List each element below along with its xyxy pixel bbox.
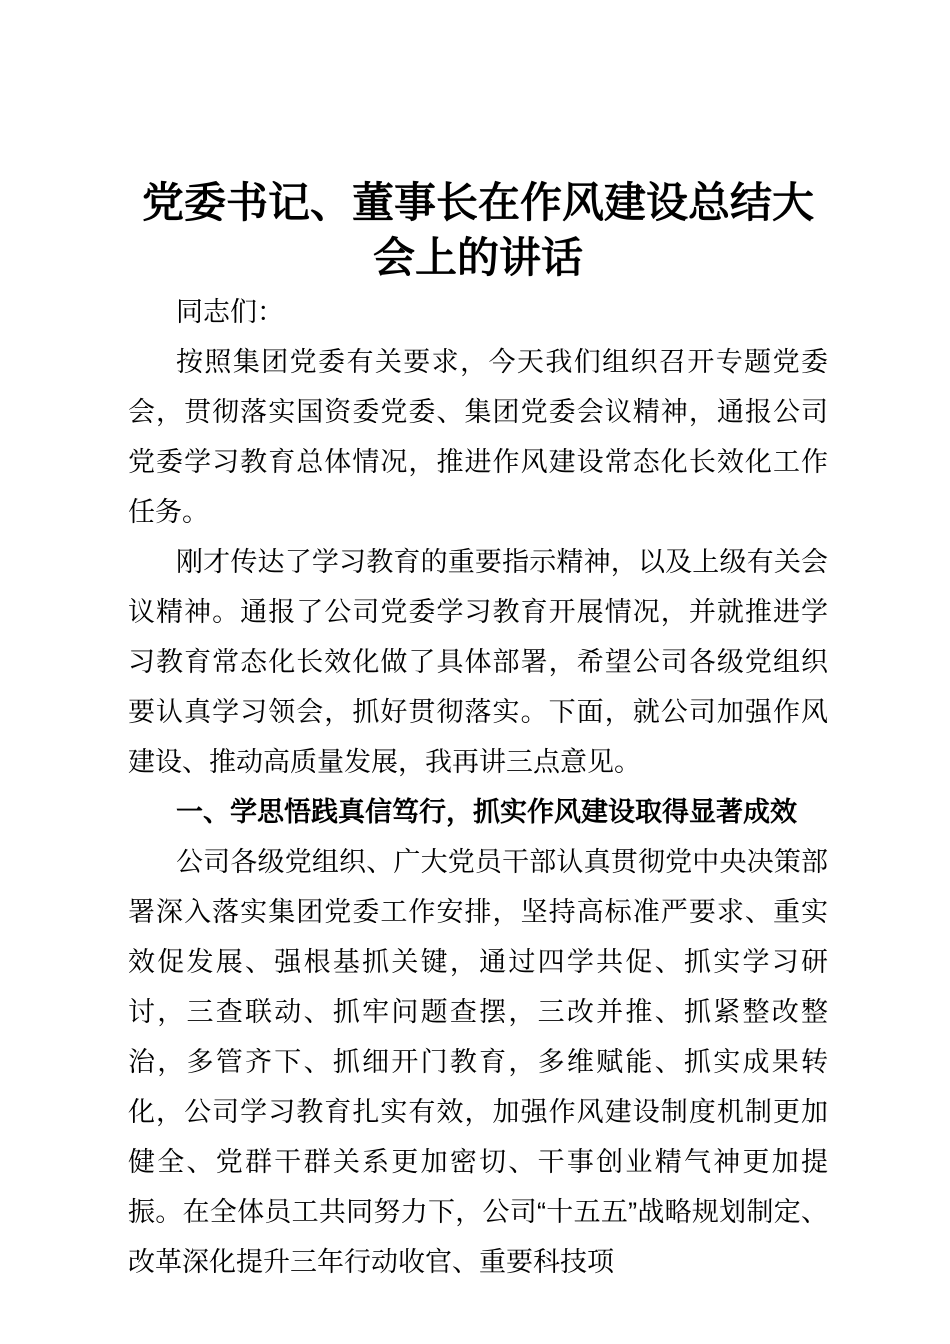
document-body — [128, 287, 828, 1287]
paragraph-body-2: 刚才传达了学习教育的重要指示精神，以及上级有关会议精神。通报了公司党委学习教育开展情况，并就推进学习教育常态化长效化做了具体部署，希望公司各级党组织要认真学习领会，抓好贯彻落实。下面，就公司加强作风建设、推动高质量发展，我再讲三点意见。 — [128, 547, 828, 777]
paragraph-body-4: 公司各级党组织、广大党员干部认真贯彻党中央决策部署深入落实集团党委工作安排，坚持高标准严要求、重实效促发展、强根基抓关键，通过四学共促、抓实学习研讨，三查联动、抓牢问题查摆，三改并推、抓紧整改整治，多管齐下、抓细开门教育，多维赋能、抓实成果转化，公司学习教育扎实有效，加强作风建设制度机制更加健全、党群干群关系更加密切、干事创业精气神更加提振。在全体员工共同努力下，公司“十五五”战略规划制定、改革深化提升三年行动收官、重要科技项 — [128, 847, 828, 1277]
paragraph-body-1: 按照集团党委有关要求，今天我们组织召开专题党委会，贯彻落实国资委党委、集团党委会议精神，通报公司党委学习教育总体情况，推进作风建设常态化长效化工作任务。 — [128, 347, 828, 527]
paragraph-heading-3: 一、学思悟践真信笃行，抓实作风建设取得显著成效 — [176, 797, 797, 827]
paragraph-salutation-0: 同志们： — [176, 297, 284, 327]
document-title: 党委书记、董事长在作风建设总结大会上的讲话 — [141, 181, 814, 282]
